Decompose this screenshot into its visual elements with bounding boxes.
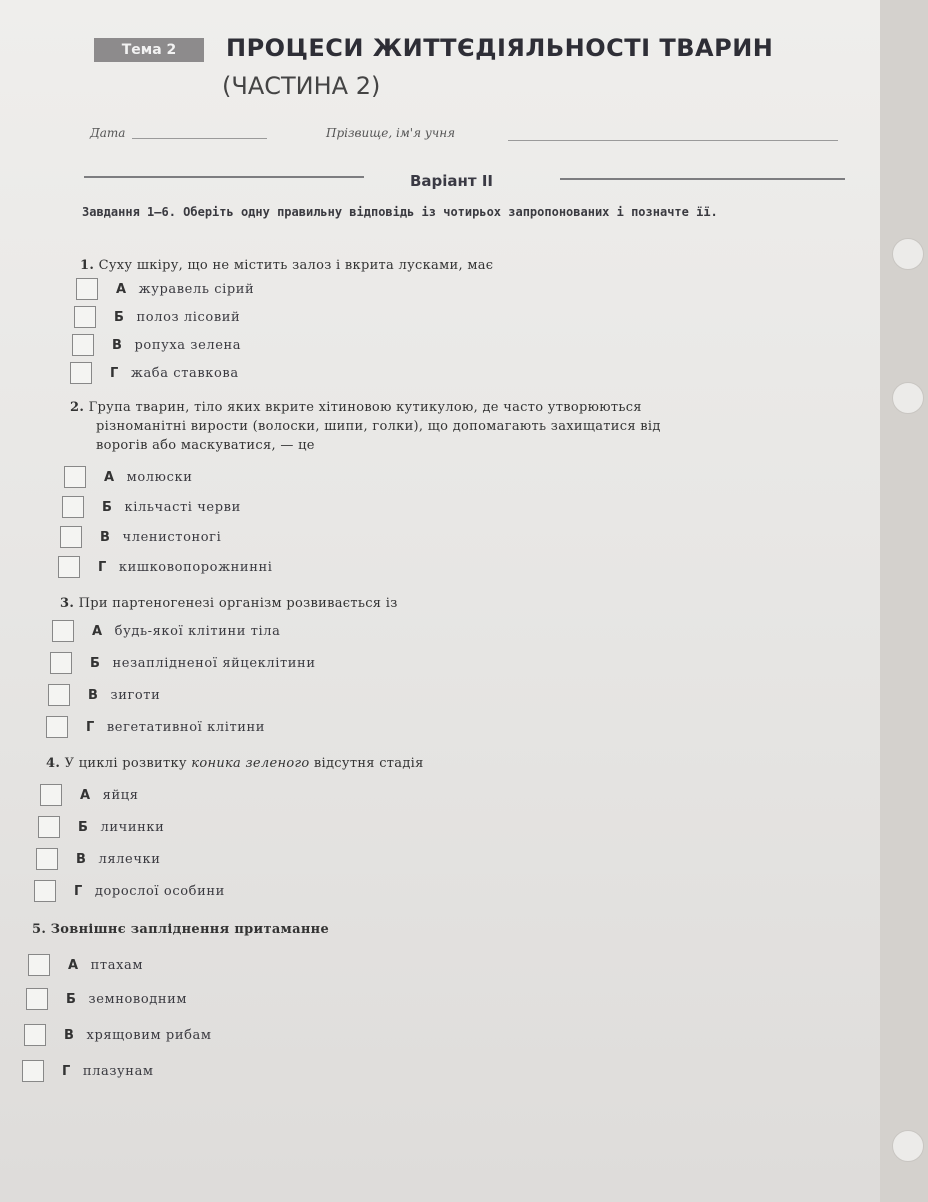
answer-checkbox[interactable]	[52, 620, 74, 642]
date-label: Дата	[90, 126, 126, 140]
option-text: птахам	[90, 957, 144, 973]
answer-option[interactable]	[70, 362, 239, 384]
option-text: хрящовим рибам	[86, 1027, 212, 1043]
option-text: полоз лісовий	[136, 309, 241, 325]
option-letter: В	[76, 851, 87, 867]
answer-option[interactable]	[46, 716, 265, 738]
answer-option[interactable]	[40, 784, 139, 806]
option-text: личинки	[100, 819, 165, 835]
answer-checkbox[interactable]	[28, 954, 50, 976]
question-4	[46, 754, 424, 773]
question-text: У циклі розвитку	[64, 756, 187, 771]
answer-checkbox[interactable]	[74, 306, 96, 328]
binder-hole	[892, 382, 924, 414]
option-text: ропуха зелена	[134, 337, 242, 353]
divider	[560, 178, 845, 180]
answer-checkbox[interactable]	[60, 526, 82, 548]
answer-option[interactable]	[74, 306, 240, 328]
option-letter: А	[68, 957, 79, 973]
answer-option[interactable]	[22, 1060, 154, 1082]
answer-option[interactable]	[52, 620, 280, 642]
question-text: При партеногенезі організм розвивається із	[78, 596, 398, 611]
question-text: Суху шкіру, що не містить залоз і вкрита лусками, має	[98, 258, 494, 273]
option-letter: Б	[90, 655, 101, 671]
answer-checkbox[interactable]	[26, 988, 48, 1010]
answer-option[interactable]	[50, 652, 316, 674]
option-text: жаба ставкова	[130, 365, 239, 381]
answer-option[interactable]	[38, 816, 164, 838]
option-letter: В	[112, 337, 123, 353]
option-text: яйця	[102, 787, 139, 803]
option-text: кишковопорожнинні	[118, 559, 273, 575]
question-text: Група тварин, тіло яких вкрите хітиновою кутикулою, де часто утворюються	[88, 400, 642, 415]
question-number: 1.	[80, 258, 95, 273]
question-number: 5.	[32, 922, 47, 937]
option-letter: В	[100, 529, 111, 545]
answer-checkbox[interactable]	[64, 466, 86, 488]
option-letter: Г	[110, 365, 119, 381]
date-field[interactable]	[132, 138, 267, 139]
option-letter: А	[80, 787, 91, 803]
option-letter: Б	[102, 499, 113, 515]
question-5	[32, 920, 329, 939]
question-number: 4.	[46, 756, 61, 771]
option-text: лялечки	[98, 851, 161, 867]
binder-hole	[892, 1130, 924, 1162]
answer-option[interactable]	[48, 684, 160, 706]
page-edge	[880, 0, 928, 1202]
option-text: плазунам	[82, 1063, 154, 1079]
option-text: кільчасті черви	[124, 499, 241, 515]
option-letter: Г	[62, 1063, 71, 1079]
answer-option[interactable]	[36, 848, 161, 870]
question-text: Зовнішнє запліднення притаманне	[50, 922, 330, 937]
option-text: журавель сірий	[138, 281, 255, 297]
option-letter: В	[88, 687, 99, 703]
answer-option[interactable]	[26, 988, 187, 1010]
answer-option[interactable]	[58, 556, 272, 578]
option-letter: А	[92, 623, 103, 639]
variant-title: Варіант II	[410, 172, 493, 190]
instruction-text: Завдання 1–6. Оберіть одну правильну відповідь із чотирьох запропонованих і позначте її.	[82, 205, 718, 219]
question-2	[70, 398, 870, 455]
topic-badge: Тема 2	[94, 38, 204, 62]
question-number: 2.	[70, 400, 85, 415]
option-letter: Г	[98, 559, 107, 575]
option-text: дорослої особини	[94, 883, 225, 899]
option-letter: Г	[86, 719, 95, 735]
binder-hole	[892, 238, 924, 270]
divider	[84, 176, 364, 178]
answer-option[interactable]	[34, 880, 225, 902]
page-subtitle: (ЧАСТИНА 2)	[222, 72, 381, 100]
question-1	[80, 256, 493, 275]
answer-checkbox[interactable]	[38, 816, 60, 838]
option-text: зиготи	[110, 687, 161, 703]
answer-option[interactable]	[28, 954, 143, 976]
answer-checkbox[interactable]	[22, 1060, 44, 1082]
answer-checkbox[interactable]	[50, 652, 72, 674]
answer-option[interactable]	[72, 334, 241, 356]
option-text: будь-якої клітини тіла	[114, 623, 281, 639]
option-text: незаплідненої яйцеклітини	[112, 655, 316, 671]
question-text: відсутня стадія	[313, 756, 424, 771]
option-letter: Г	[74, 883, 83, 899]
answer-checkbox[interactable]	[40, 784, 62, 806]
option-letter: В	[64, 1027, 75, 1043]
option-text: вегетативної клітини	[106, 719, 266, 735]
answer-option[interactable]	[64, 466, 192, 488]
answer-option[interactable]	[62, 496, 241, 518]
option-text: членистоногі	[122, 529, 222, 545]
answer-checkbox[interactable]	[62, 496, 84, 518]
answer-checkbox[interactable]	[34, 880, 56, 902]
question-text-italic: коника зеленого	[191, 756, 310, 771]
option-letter: Б	[114, 309, 125, 325]
answer-checkbox[interactable]	[72, 334, 94, 356]
answer-checkbox[interactable]	[70, 362, 92, 384]
question-3	[60, 594, 398, 613]
option-letter: Б	[78, 819, 89, 835]
answer-checkbox[interactable]	[36, 848, 58, 870]
option-text: молюски	[126, 469, 193, 485]
answer-option[interactable]	[60, 526, 221, 548]
option-letter: А	[116, 281, 127, 297]
student-name-label: Прізвище, ім'я учня	[326, 126, 456, 140]
question-number: 3.	[60, 596, 75, 611]
answer-checkbox[interactable]	[76, 278, 98, 300]
option-text: земноводним	[88, 991, 188, 1007]
page-title: ПРОЦЕСИ ЖИТТЄДІЯЛЬНОСТІ ТВАРИН	[226, 34, 774, 62]
option-letter: Б	[66, 991, 77, 1007]
student-name-field[interactable]	[508, 140, 838, 141]
question-text: різноманітні вирости (волоски, шипи, голки), що допомагають захищатися від	[96, 419, 661, 434]
option-letter: А	[104, 469, 115, 485]
question-text: ворогів або маскуватися, — це	[96, 438, 315, 453]
answer-checkbox[interactable]	[24, 1024, 46, 1046]
answer-option[interactable]	[76, 278, 254, 300]
answer-checkbox[interactable]	[58, 556, 80, 578]
answer-checkbox[interactable]	[46, 716, 68, 738]
answer-option[interactable]	[24, 1024, 212, 1046]
answer-checkbox[interactable]	[48, 684, 70, 706]
